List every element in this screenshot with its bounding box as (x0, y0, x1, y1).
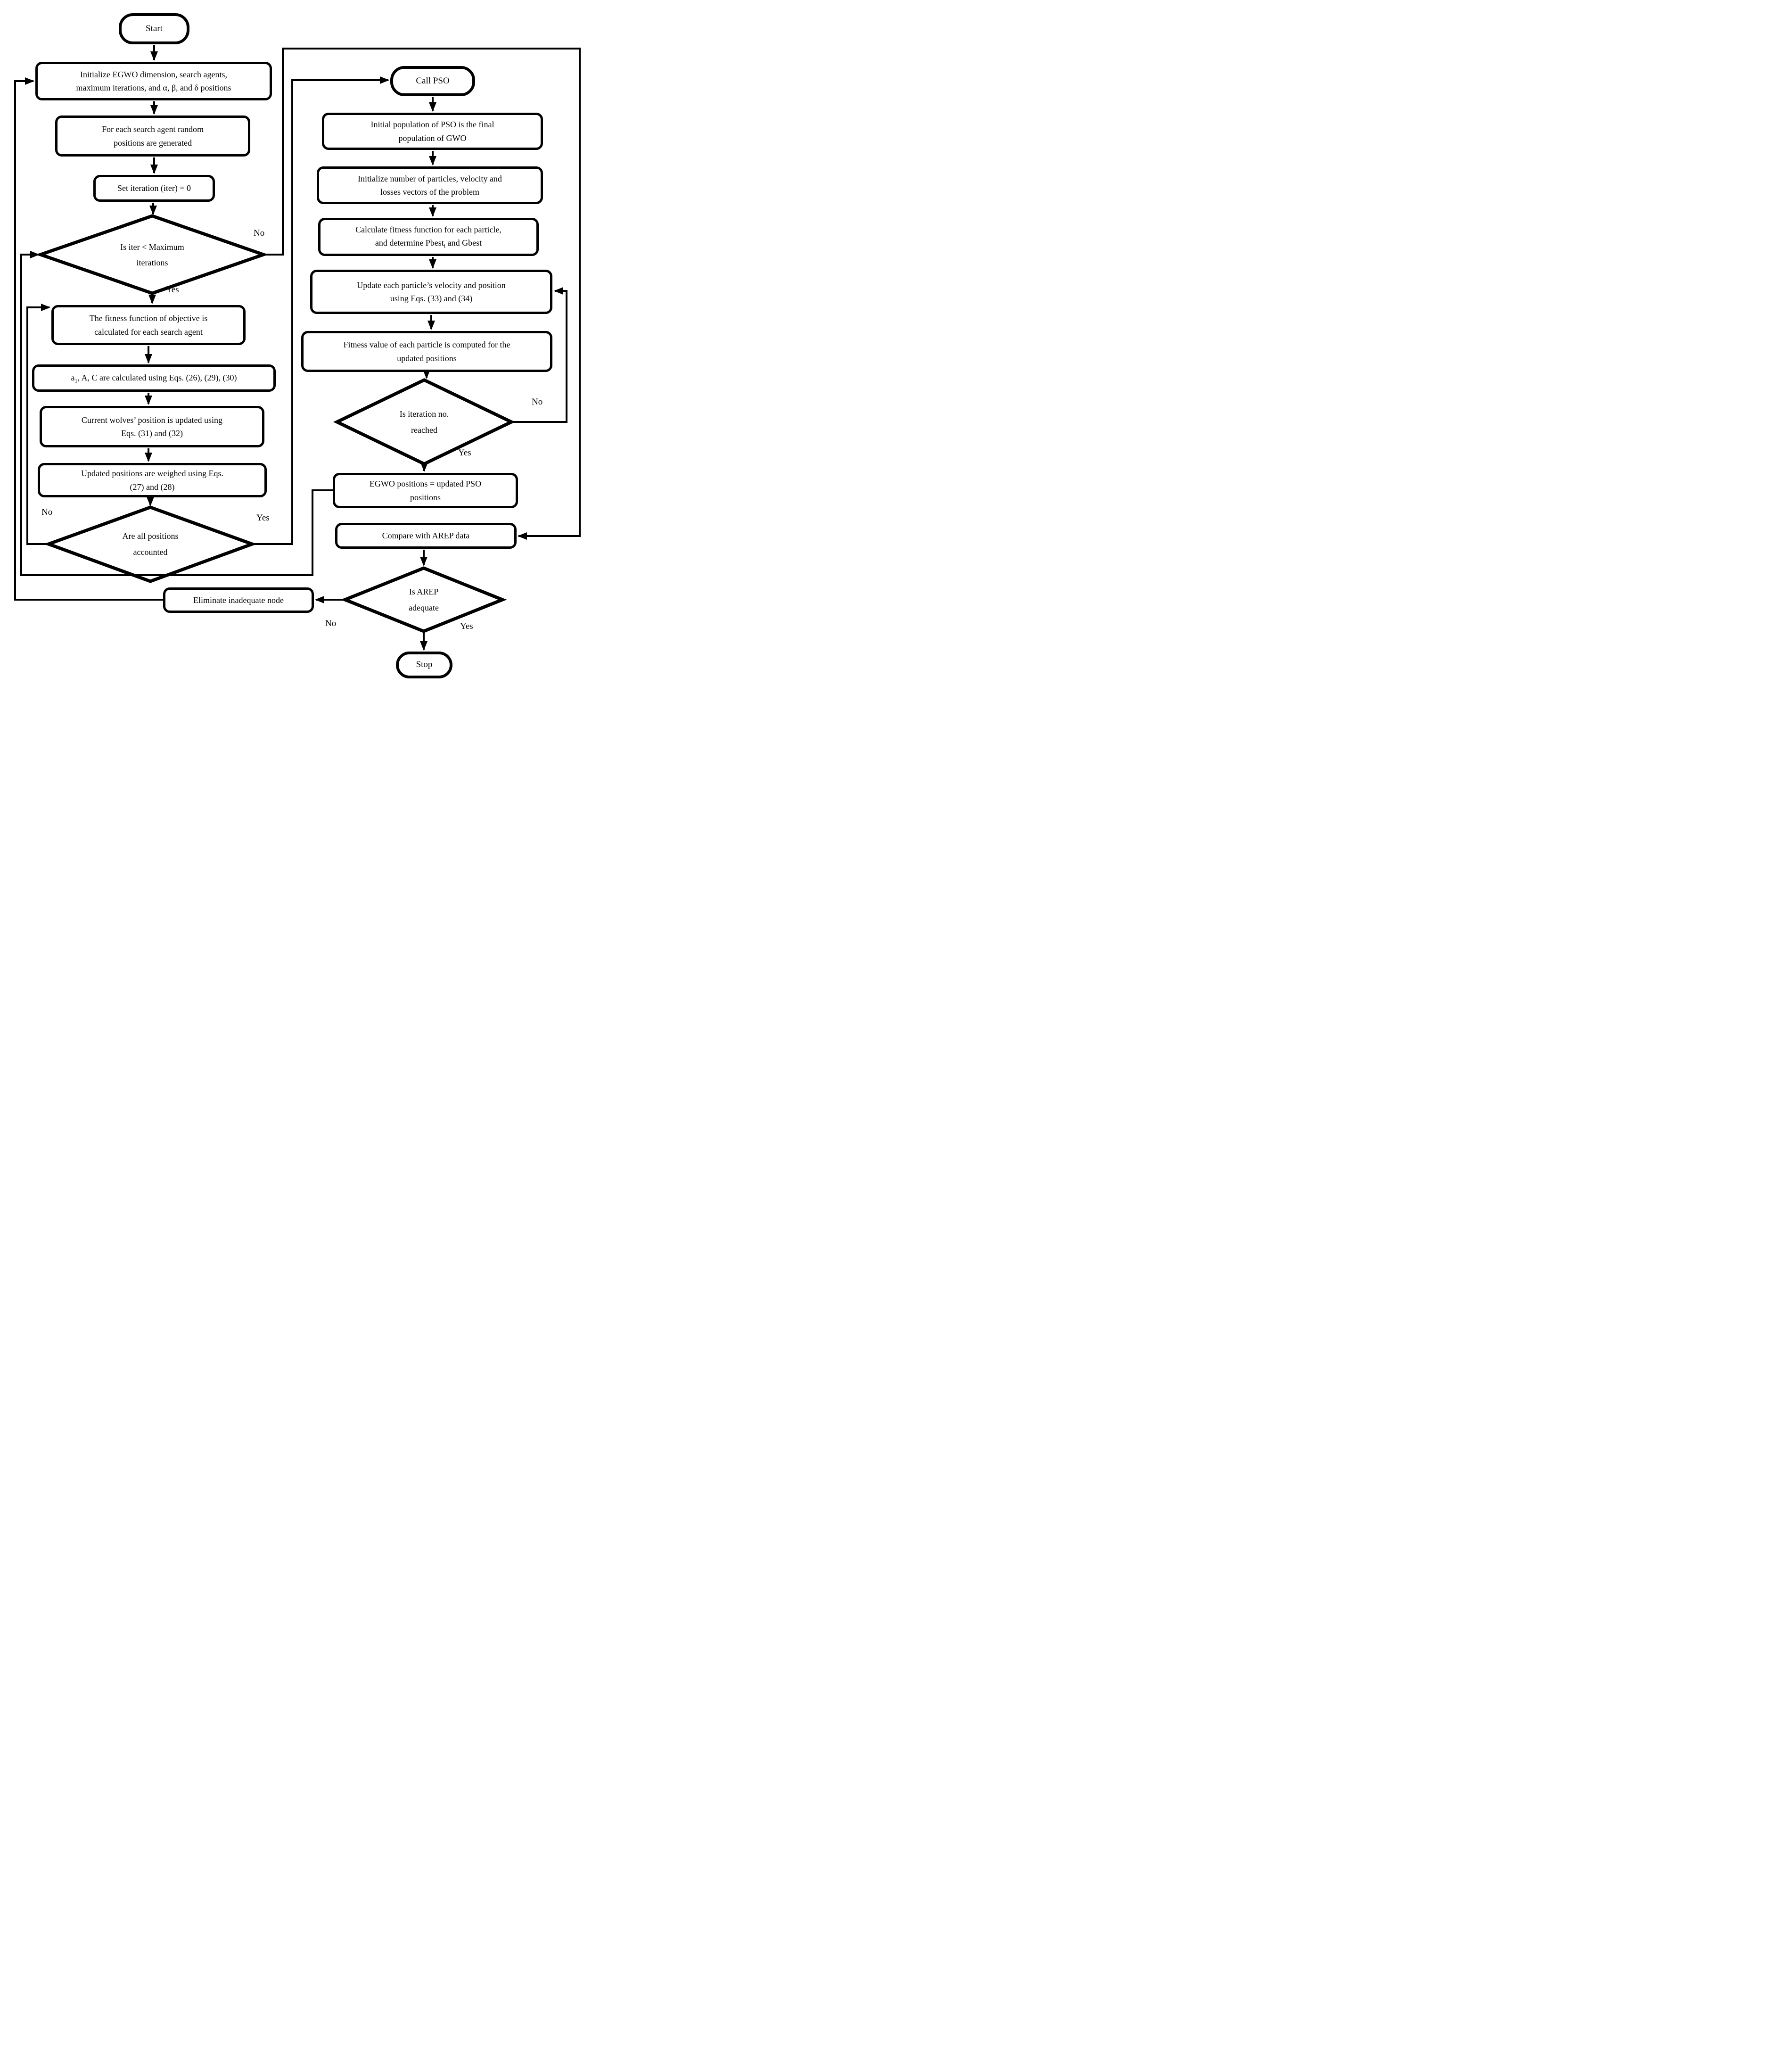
process-initial-population (322, 113, 543, 150)
stop-terminator (396, 652, 452, 678)
coefficients-subscript: 1 (74, 377, 78, 384)
process-update-wolves (40, 406, 264, 447)
process-coefficients-line1 (71, 371, 237, 386)
decision-iter-max-line1: Is iter < Maximum (120, 242, 184, 252)
decision-iteration-reached-label (377, 402, 471, 442)
process-init-particles-line1: Initialize number of particles, velocity and (358, 173, 502, 183)
process-coefficients (32, 364, 276, 392)
process-egwo-update-line2: positions (410, 492, 441, 502)
process-fitness-value-line1: Fitness value of each particle is computed for the (343, 340, 510, 350)
process-weigh-positions (38, 463, 267, 497)
label-arep-no: No (325, 619, 337, 628)
process-compare-arep-line1: Compare with AREP data (382, 531, 470, 541)
process-calc-fitness (318, 218, 539, 256)
calc-fitness-prefix: and determine Pbest (375, 238, 444, 248)
label-iter-no: No (254, 228, 265, 238)
process-update-velocity (310, 270, 552, 314)
process-initialize-egwo (35, 62, 272, 100)
decision-arep-adequate-label (384, 580, 464, 620)
label-arep-yes: Yes (460, 621, 473, 631)
process-update-wolves-line1: Current wolves’ position is updated using (81, 415, 223, 425)
process-weigh-positions-line1: Updated positions are weighed using Eqs. (81, 469, 223, 479)
process-weigh-positions-line2: (27) and (28) (130, 482, 175, 492)
decision-positions-line2: accounted (133, 547, 168, 557)
decision-positions-line1: Are all positions (122, 531, 179, 541)
callpso-terminator (390, 66, 475, 96)
decision-iter-max-line2: iterations (136, 258, 168, 267)
calc-fitness-suffix: and Gbest (445, 238, 482, 248)
decision-iteration-line1: Is iteration no. (399, 409, 449, 419)
process-eliminate-node-line1: Eliminate inadequate node (193, 595, 284, 605)
process-calc-fitness-line1: Calculate fitness function for each particle, (355, 225, 501, 234)
process-fitness-objective-line2: calculated for each search agent (94, 327, 203, 337)
process-random-positions-line1: For each search agent random (102, 124, 204, 134)
decision-arep-line1: Is AREP (409, 587, 439, 597)
decision-arep-line2: adequate (409, 603, 439, 612)
process-update-velocity-line2: using Eqs. (33) and (34) (390, 294, 473, 303)
process-compare-arep (335, 523, 517, 549)
process-initial-population-line2: population of GWO (398, 133, 467, 143)
flowchart-canvas (0, 0, 595, 691)
process-initial-population-line1: Initial population of PSO is the final (370, 120, 494, 130)
process-fitness-objective-line1: The fitness function of objective is (89, 314, 208, 323)
process-eliminate-node (163, 587, 314, 613)
label-iter-yes: Yes (166, 285, 179, 295)
process-set-iteration (93, 175, 215, 202)
process-fitness-value-line2: updated positions (397, 353, 457, 363)
coefficients-prefix: a (71, 372, 75, 382)
process-update-wolves-line2: Eqs. (31) and (32) (121, 429, 183, 438)
process-random-positions-line2: positions are generated (114, 138, 192, 148)
process-calc-fitness-line2 (375, 236, 482, 251)
process-set-iteration-line1: Set iteration (iter) = 0 (117, 183, 191, 193)
label-iteration-no: No (532, 397, 543, 407)
process-initialize-egwo-line2: maximum iterations, and α, β, and δ positions (76, 83, 231, 92)
calc-fitness-subscript: i (444, 243, 446, 250)
start-label: Start (146, 23, 163, 33)
stop-label: Stop (416, 660, 433, 670)
process-init-particles-line2: losses vectors of the problem (380, 187, 479, 197)
coefficients-suffix: , A, C are calculated using Eqs. (26), (29), (30) (77, 372, 237, 382)
process-fitness-value (301, 331, 552, 372)
decision-positions-accounted-label (101, 524, 200, 564)
label-positions-no: No (41, 507, 53, 517)
process-egwo-update (333, 473, 518, 508)
start-terminator (119, 13, 189, 44)
label-positions-yes: Yes (256, 513, 270, 523)
label-iteration-yes: Yes (458, 448, 471, 458)
process-random-positions (55, 116, 250, 157)
process-init-particles (317, 166, 543, 204)
callpso-label: Call PSO (416, 75, 450, 86)
process-fitness-objective (51, 305, 246, 345)
process-initialize-egwo-line1: Initialize EGWO dimension, search agents, (80, 69, 227, 79)
process-egwo-update-line1: EGWO positions = updated PSO (369, 479, 482, 489)
decision-iteration-line2: reached (411, 425, 437, 435)
decision-iter-max-label (98, 238, 206, 272)
process-update-velocity-line1: Update each particle’s velocity and position (357, 280, 506, 290)
